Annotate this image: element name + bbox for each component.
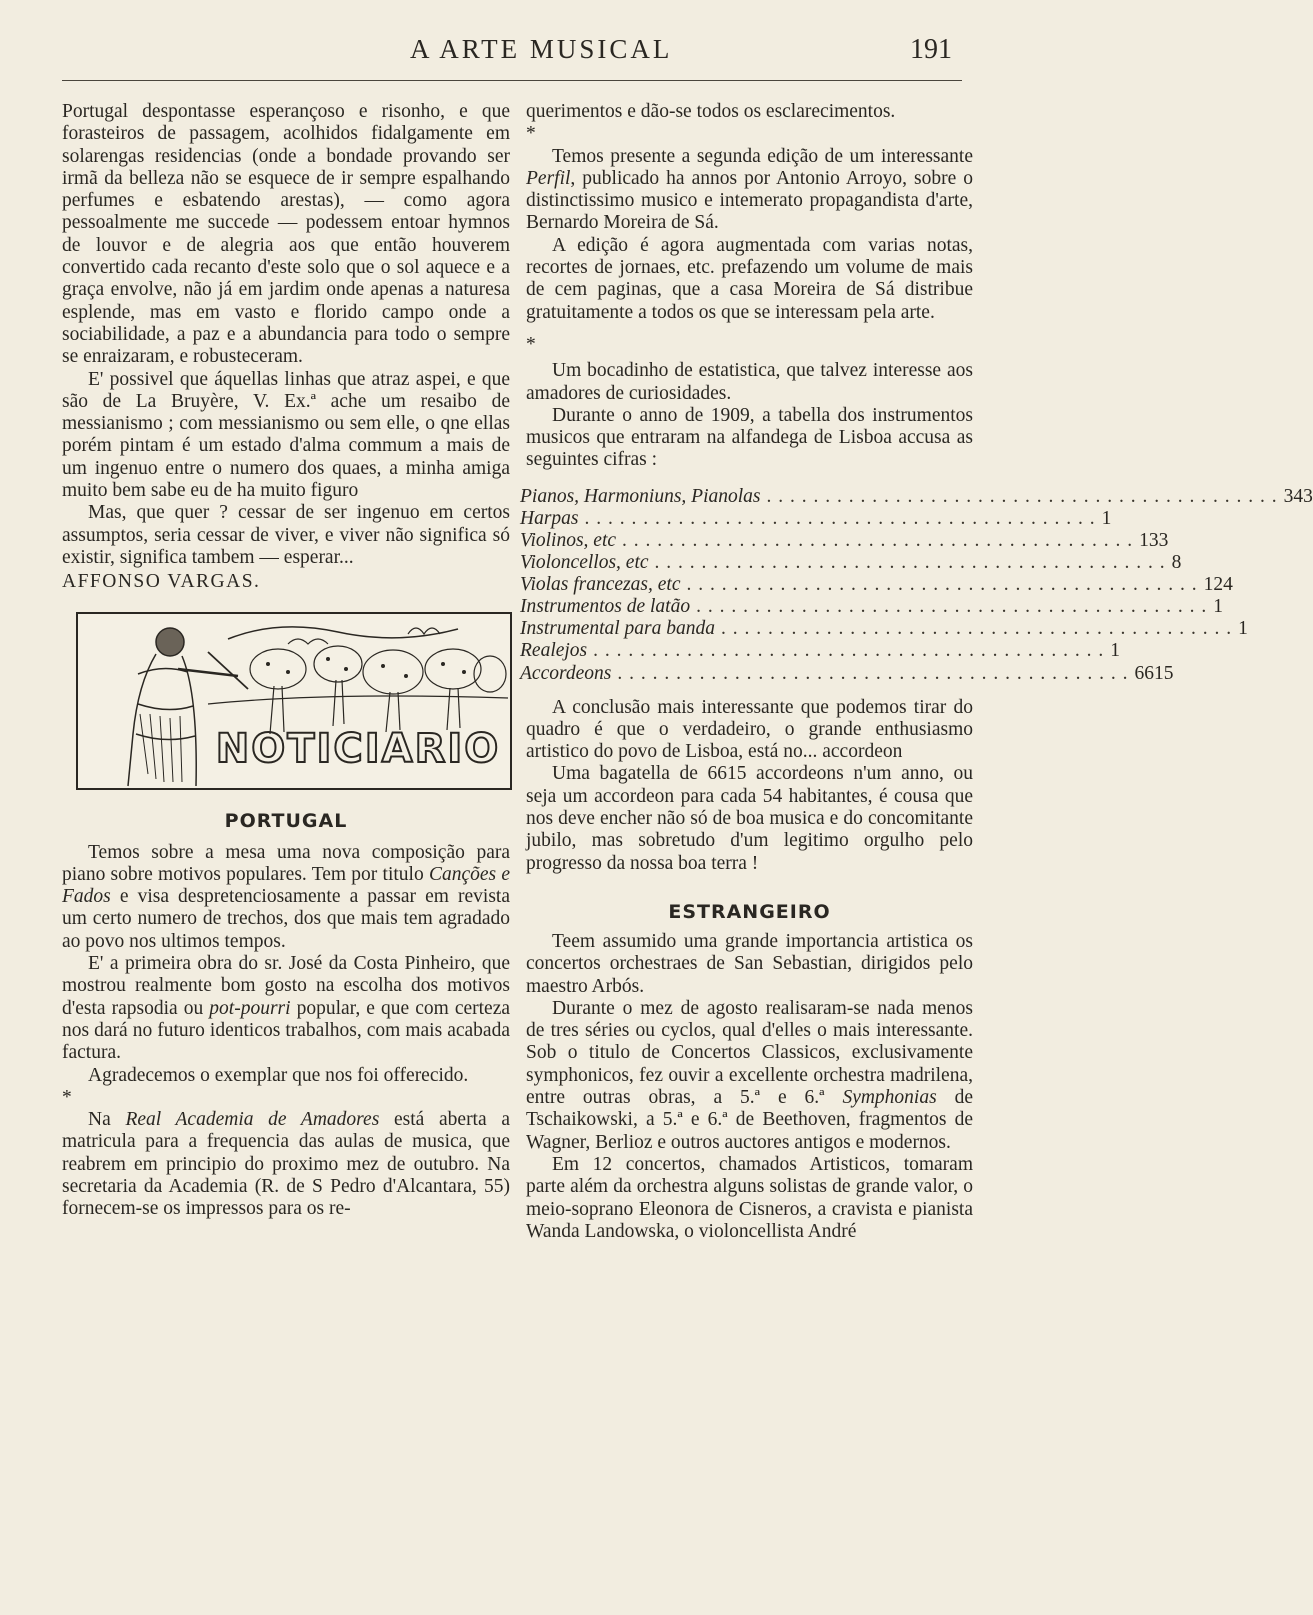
- noticiario-banner: [76, 612, 512, 790]
- dot-leader: . . . . . . . . . . . . . . . . . . . . . . . . . . . . . . . . . . . . . . . . . . . .: [721, 618, 1233, 640]
- section-heading-estrangeiro: ESTRANGEIRO: [668, 900, 831, 923]
- cloud-swirl: [288, 639, 328, 644]
- table-row: [520, 618, 1248, 640]
- table-row-value: 6615: [1134, 662, 1174, 684]
- paragraph: Durante o anno de 1909, a tabella dos instrumentos musicos que entraram na alfandega de Lisboa accusa as seguintes cifras :: [526, 404, 973, 471]
- right-column: [520, 101, 1313, 1243]
- table-row-label: Pianos, Harmoniuns, Pianolas: [520, 485, 761, 507]
- table-row: [520, 596, 1223, 618]
- section-heading-portugal: PORTUGAL: [224, 809, 348, 832]
- paragraph: Portugal despontasse esperançoso e risonho, e que forasteiros de passagem, acolhidos fidalgamente em solarengas residencias (onde a bondade provando ser irmã da belleza não se esquece de ir sempre espalhando perfumes e esbatendo arestas), — como agora pessoalmente me succede — podessem entoar hymnos de louvor e de alegria aos que então houverem convertido cada recanto d'este solo que o sol aquece e a graça envolve, não já em jardim onde apenas a naturesa esplende, mas em vasto e florido campo onde a sociabilidade, a paz e a abundancia para todo o sempre se enraizaram, e robusteceram.: [62, 101, 510, 368]
- table-row: [520, 507, 1112, 530]
- paragraph: Agradecemos o exemplar que nos foi offerecido.: [88, 1064, 469, 1086]
- table-row: [520, 640, 1121, 662]
- table-row-label: Violas francezas, etc: [520, 574, 681, 596]
- paragraph: E' a primeira obra do sr. José da Costa Pinheiro, que mostrou realmente bom gosto na escolha dos motivos d'esta rapsodia ou pot-pourri popular, e que com certeza nos dará no futuro identicos trabalhos, com mais acabada factura.: [62, 953, 511, 1064]
- section-asterisk: *: [526, 123, 536, 145]
- italic-title: Canções e Fados: [62, 863, 511, 908]
- noticiario-illustration: [78, 614, 510, 788]
- paragraph: Um bocadinho de estatistica, que talvez interesse aos amadores de curiosidades.: [526, 360, 973, 404]
- paragraph: Temos sobre a mesa uma nova composição para piano sobre motivos populares. Tem por titulo Canções e Fados e visa despretenciosamente a passar em revista um certo numero de trechos, dos que mais tem agradado ao povo nos ultimos tempos.: [62, 841, 511, 952]
- dot-leader: . . . . . . . . . . . . . . . . . . . . . . . . . . . . . . . . . . . . . . . . . . . .: [584, 507, 1096, 529]
- paragraph: querimentos e dão-se todos os esclarecimentos.: [526, 101, 896, 122]
- paragraph: A edição é agora augmentada com varias notas, recortes de jornaes, etc. prefazendo um volume de mais de cem paginas, que a casa Moreira de Sá distribue gratuitamente a todos os que se interessam pela arte.: [526, 234, 973, 323]
- table-row-value: 1: [1213, 596, 1223, 618]
- italic-term: Symphonias: [842, 1087, 937, 1109]
- trees: [250, 646, 506, 734]
- paragraph: Teem assumido uma grande importancia artistica os concertos orchestraes de San Sebastian, dirigidos pelo maestro Arbós.: [526, 930, 973, 997]
- page-number: 191: [910, 34, 952, 65]
- table-row: [520, 485, 1313, 508]
- paragraph: Na Real Academia de Amadores está aberta a matricula para a frequencia das aulas de musica, que reabrem em principio do proximo mez de outubro. Na secretaria da Academia (R. de S Pedro d'Alcantara, 55) fornecem-se os impressos para os re-: [62, 1109, 510, 1220]
- import-statistics-table: [520, 485, 1313, 685]
- table-row-value: 133: [1139, 529, 1169, 551]
- table-row-label: Violoncellos, etc: [520, 552, 649, 574]
- table-row-value: 1: [1110, 640, 1121, 662]
- table-row-label: Instrumentos de latão: [520, 596, 691, 618]
- horizon: [208, 696, 508, 704]
- cloud-swirl: [408, 628, 440, 634]
- italic-name: Real Academia de Amadores: [125, 1109, 380, 1131]
- table-row-value: 124: [1203, 574, 1233, 596]
- dot-leader: . . . . . . . . . . . . . . . . . . . . . . . . . . . . . . . . . . . . . . . . . . . .: [696, 596, 1208, 618]
- paragraph: Mas, que quer ? cessar de ser ingenuo em certos assumptos, seria cessar de viver, e viver não significa só existir, significa tambem — esperar...: [62, 502, 510, 568]
- table-row-value: 343: [1283, 485, 1313, 507]
- table-row-label: Realejos: [520, 640, 588, 662]
- banner-title: NOTICIARIO: [215, 725, 501, 772]
- paragraph: Uma bagatella de 6615 accordeons n'um anno, ou seja um accordeon para cada 54 habitantes, é cousa que nos deve encher não só de boa musica e do concomitante jubilo, mas sobretudo d'um legitimo orgulho pelo progresso da nossa boa terra !: [526, 763, 973, 874]
- table-row: [520, 529, 1169, 552]
- dot-leader: . . . . . . . . . . . . . . . . . . . . . . . . . . . . . . . . . . . . . . . . . . . .: [622, 529, 1134, 551]
- paragraph: Temos presente a segunda edição de um interessante Perfil, publicado ha annos por Antonio Arroyo, sobre o distinctissimo musico e intemerato propagandista d'arte, Bernardo Moreira de Sá.: [526, 145, 973, 234]
- header-rule: [62, 80, 962, 81]
- dot-leader: . . . . . . . . . . . . . . . . . . . . . . . . . . . . . . . . . . . . . . . . . . . .: [593, 640, 1105, 662]
- table-row-value: 1: [1238, 618, 1248, 640]
- paragraph: Em 12 concertos, chamados Artisticos, tomaram parte além da orchestra alguns solistas de grande valor, o meio-soprano Eleonora de Cisneros, a cravista e pianista Wanda Landowska, o violoncellista André: [526, 1153, 973, 1242]
- dot-leader: . . . . . . . . . . . . . . . . . . . . . . . . . . . . . . . . . . . . . . . . . . . .: [686, 574, 1198, 596]
- dot-leader: . . . . . . . . . . . . . . . . . . . . . . . . . . . . . . . . . . . . . . . . . . . .: [766, 485, 1278, 507]
- section-asterisk: *: [526, 333, 536, 355]
- dot-leader: . . . . . . . . . . . . . . . . . . . . . . . . . . . . . . . . . . . . . . . . . . . .: [654, 552, 1166, 574]
- table-row: [520, 552, 1182, 574]
- italic-title: Perfil: [526, 167, 571, 189]
- paragraph: Durante o mez de agosto realisaram-se nada menos de tres séries ou cyclos, qual d'elles o mais interessante. Sob o titulo de Concertos Classicos, exclusivamente symphonicos, fez ouvir a excellente orchestra madrilena, entre outras obras, a 5.ª e 6.ª Symphonias de Tschaikowski, a 5.ª e 6.ª de Beethoven, fragmentos de Wagner, Berlioz e outros auctores antigos e modernos.: [526, 997, 974, 1153]
- table-row-value: 1: [1101, 507, 1112, 529]
- italic-term: pot-pourri: [209, 997, 291, 1019]
- section-asterisk: *: [62, 1086, 72, 1108]
- paragraph: E' possivel que áquellas linhas que atraz aspei, e que são de La Bruyère, V. Ex.ª ache um resaibo de messianismo ; com messianismo ou sem elle, o qne ellas porém pintam é um estado d'alma commum a mais de um ingenuo entre o numero dos quaes, a minha amiga muito bem sabe eu de ha muito figuro: [62, 368, 510, 502]
- page-header: [0, 28, 1100, 76]
- table-row-label: Instrumental para banda: [520, 618, 715, 640]
- table-row-label: Harpas: [520, 507, 579, 529]
- left-column: [62, 101, 510, 1221]
- table-row: [520, 662, 1174, 685]
- author-signature: AFFONSO VARGAS.: [62, 571, 261, 593]
- dot-leader: . . . . . . . . . . . . . . . . . . . . . . . . . . . . . . . . . . . . . . . . . . . .: [617, 662, 1129, 684]
- foliage-dots: [266, 657, 466, 678]
- table-row-label: Violinos, etc: [520, 529, 617, 551]
- figure-shading: [140, 714, 182, 782]
- table-row-value: 8: [1171, 552, 1182, 574]
- paragraph: A conclusão mais interessante que podemos tirar do quadro é que o verdadeiro, o grande enthusiasmo artistico do povo de Lisboa, está no... accordeon: [526, 696, 973, 763]
- running-title: A ARTE MUSICAL: [410, 34, 673, 64]
- table-row-label: Accordeons: [520, 662, 612, 684]
- table-row: [520, 574, 1233, 596]
